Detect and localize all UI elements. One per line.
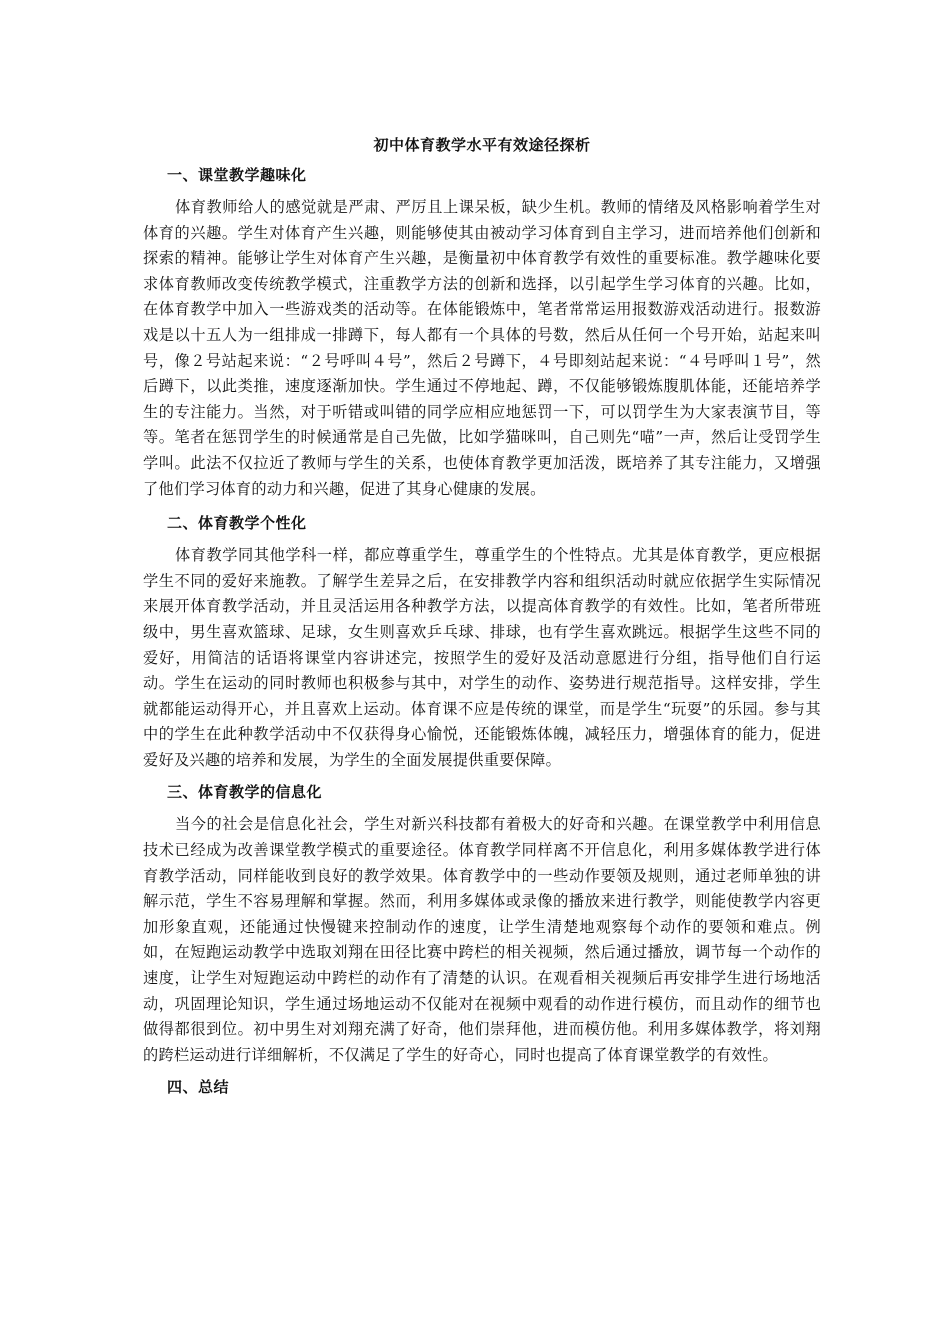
section-heading-2: 二、体育教学个性化 — [167, 514, 307, 533]
document-title: 初中体育教学水平有效途径探析 — [373, 136, 591, 154]
section-paragraph-1: 体育教师给人的感觉就是严肃、严厉且上课呆板，缺少生机。教师的情绪及风格影响着学生对体育的兴趣。学生对体育产生兴趣，则能够使其由被动学习体育到自主学习，进而培养他们创新和探索的精神。能够让学生对体育产生兴趣，是衡量初中体育教学有效性的重要标准。教学趣味化要求体育教师改变传统教学模式，注重教学方法的创新和选择，以引起学生学习体育的兴趣。比如，在体育教学中加入一些游戏类的活动等。在体能锻炼中，笔者常常运用报数游戏活动进行。报数游戏是以十五人为一组排成一排蹲下，每人都有一个具体的号数，然后从任何一个号开始，站起来叫号，像２号站起来说：“２号呼叫４号”，然后２号蹲下，４号即刻站起来说：“４号呼叫１号”，然后蹲下，以此类推，速度逐渐加快。学生通过不停地起、蹲，不仅能够锻炼腹肌体能，还能培养学生的专注能力。当然，对于听错或叫错的同学应相应地惩罚一下，可以罚学生为大家表演节目，等等。笔者在惩罚学生的时候通常是自己先做，比如学猫咪叫，自己则先“喵”一声，然后让受罚学生学叫。此法不仅拉近了教师与学生的关系，也使体育教学更加活泼，既培养了其专注能力，又增强了他们学习体育的动力和兴趣，促进了其身心健康的发展。 — [143, 198, 821, 498]
document-page — [143, 134, 821, 1107]
section-heading-1: 一、课堂教学趣味化 — [167, 166, 307, 184]
section-heading-4: 四、总结 — [167, 1078, 230, 1097]
section-paragraph-3: 当今的社会是信息化社会，学生对新兴科技都有着极大的好奇和兴趣。在课堂教学中利用信息技术已经成为改善课堂教学模式的重要途径。体育教学同样离不开信息化，利用多媒体教学进行体育教学活动，同样能收到良好的教学效果。体育教学中的一些动作要领及规则，通过老师单独的讲解示范，学生不容易理解和掌握。然而，利用多媒体或录像的播放来进行教学，则能使教学内容更加形象直观，还能通过快慢键来控制动作的速度，让学生清楚地观察每个动作的要领和难点。例如，在短跑运动教学中选取刘翔在田径比赛中跨栏的相关视频，然后通过播放，调节每一个动作的速度，让学生对短跑运动中跨栏的动作有了清楚的认识。在观看相关视频后再安排学生进行场地活动，巩固理论知识，学生通过场地运动不仅能对在视频中观看的动作进行模仿，而且动作的细节也做得都很到位。初中男生对刘翔充满了好奇，他们崇拜他，进而模仿他。利用多媒体教学，将刘翔的跨栏运动进行详细解析，不仅满足了学生的好奇心，同时也提高了体育课堂教学的有效性。 — [143, 815, 821, 1064]
section-heading-3: 三、体育教学的信息化 — [167, 783, 323, 802]
section-paragraph-2: 体育教学同其他学科一样，都应尊重学生，尊重学生的个性特点。尤其是体育教学，更应根据学生不同的爱好来施教。了解学生差异之后，在安排教学内容和组织活动时就应依据学生实际情况来展开体育教学活动，并且灵活运用各种教学方法，以提高体育教学的有效性。比如，笔者所带班级中，男生喜欢篮球、足球，女生则喜欢乒乓球、排球，也有学生喜欢跳远。根据学生这些不同的爱好，用简洁的话语将课堂内容讲述完，按照学生的爱好及活动意愿进行分组，指导他们自行运动。学生在运动的同时教师也积极参与其中，对学生的动作、姿势进行规范指导。这样安排，学生就都能运动得开心，并且喜欢上运动。体育课不应是传统的课堂，而是学生“玩耍”的乐园。参与其中的学生在此种教学活动中不仅获得身心愉悦，还能锻炼体魄，减轻压力，增强体育的能力，促进爱好及兴趣的培养和发展，为学生的全面发展提供重要保障。 — [143, 546, 821, 769]
